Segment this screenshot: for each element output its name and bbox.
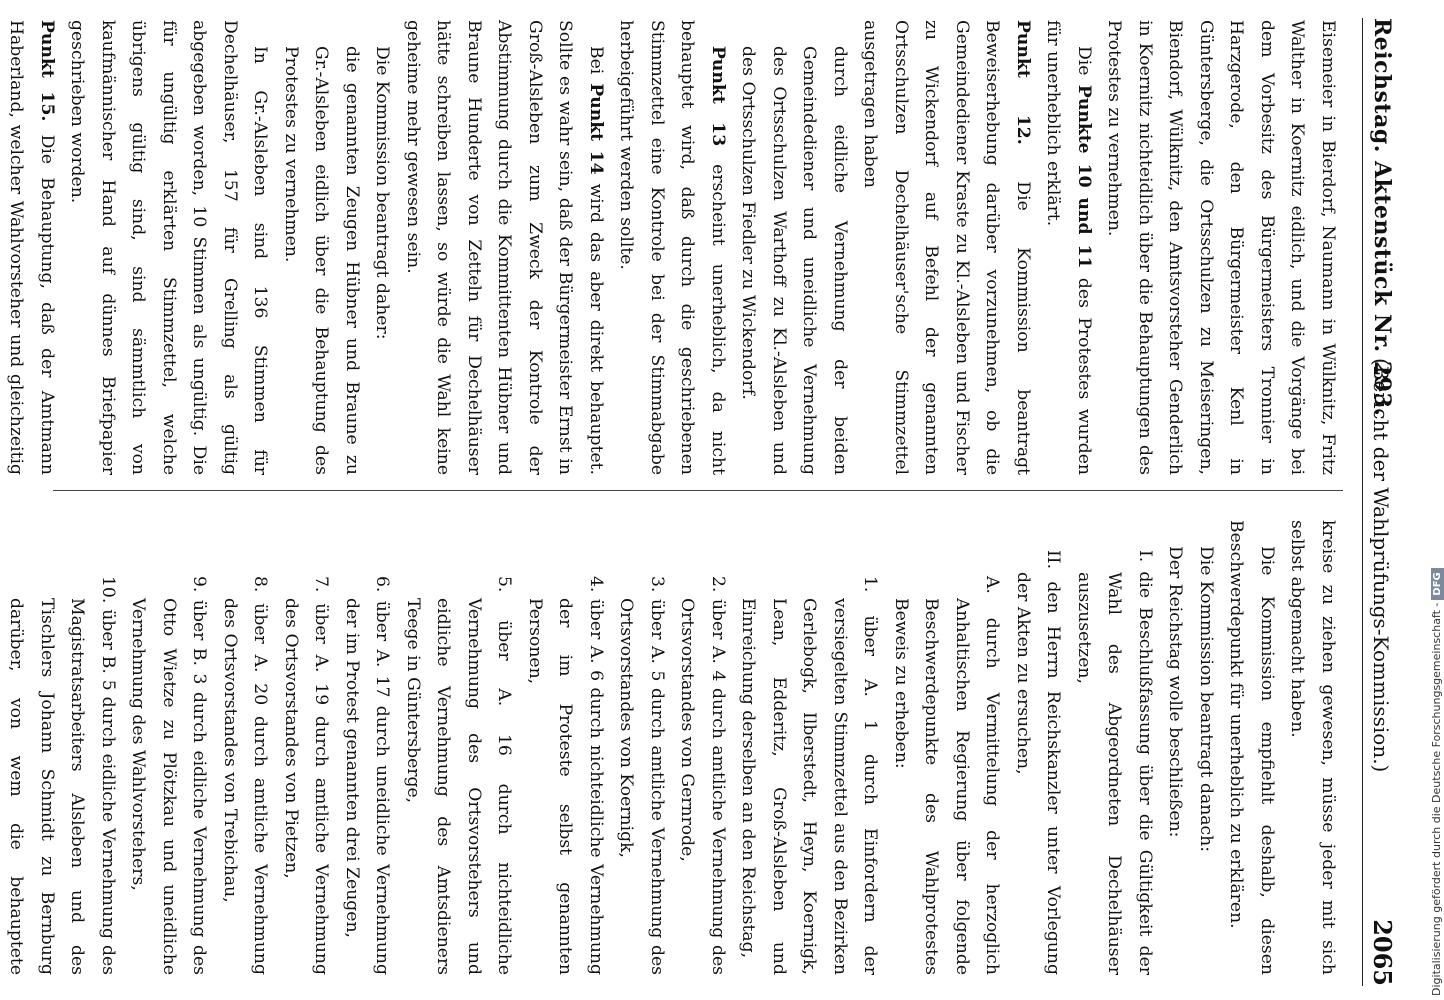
- list-item: 9. über B. 3 durch eidliche Vernehmung des Otto Wietze zu Plötzkau und uneidliche Vernehmung des Wahlvorstehers,: [128, 576, 210, 975]
- paragraph: In Gr.-Alsleben sind 136 Stimmen für Dechelhäuser, 157 für Grelling als gültig abgegeben worden, 10 Stimmen als ungültig. Die für ungültig erklärten Stimmzettel, welche übrigens gültig sind, sind sämmtlich von kaufmännischer Hand auf dünnes Briefpapier geschrieben worden.: [67, 20, 271, 475]
- list-item: 1. über A. 1 durch Einfordern der versiegelten Stimmzettel aus den Bezirken Gerlebogk, Ilberstedt, Heyn, Koernigk, Lean, Edderitz, Groß-Alsleben und Einreichung derselben an den Reichstag,: [738, 576, 881, 975]
- credit-line: [1430, 568, 1444, 996]
- paragraph: Eisemeier in Bierdorf, Naumann in Wülknitz, Fritz Walther in Koernitz eidlich, und die Vorgänge bei dem Vorbesitz des Bürgermeisters Tronnier in Harzgerode, den Bürgermeister Kenl in Güntersberge, die Ortsschulzen zu Meiseringen, Biendorf, Wülknitz, den Amtsvorsteher Genderlich in Koernitz nichteidlich über die Behauptungen des Protestes zu vernehmen.: [1104, 20, 1338, 475]
- list-item: 10. über B. 5 durch eidliche Vernehmung des Magistratsarbeiters Alsleben und des Tischlers Johann Schmidt zu Bernburg darüber, von wem die behauptete: [6, 576, 118, 975]
- header-left: Reichstag. Aktenstück Nr. 293.: [1369, 18, 1395, 417]
- paragraph: Die Kommission beantragt danach:: [1196, 546, 1216, 853]
- text-run: Die: [1074, 46, 1094, 85]
- right-column: [0, 520, 1343, 975]
- list-item: I. die Beschlußfassung über die Gültigkeit der Wahl des Abgeordneten Dechelhäuser auszusetzen,: [1074, 550, 1155, 975]
- left-column: [0, 20, 1343, 475]
- paragraph: [1038, 20, 1099, 475]
- bold-heading: Punkt 14: [586, 83, 606, 175]
- list-item: 7. über A. 19 durch amtliche Vernehmung des Ortsvorstandes von Pietzen,: [281, 576, 332, 975]
- list-item: 2. über A. 4 durch amtliche Vernehmung des Ortsvorstandes von Gernrode,: [677, 576, 728, 975]
- list-item: 5. über A. 16 durch nichteidliche Vernehmung des Ortsvorstehers und eidliche Vernehmung des Amtsdieners Teege in Güntersberge,: [403, 576, 515, 975]
- bold-heading: Punkte 10 und 11: [1074, 84, 1094, 269]
- list-item: II. den Herrn Reichskanzler unter Vorlegung der Akten zu ersuchen,: [1013, 550, 1064, 975]
- paragraph: [398, 20, 612, 475]
- paragraph: kreise zu ziehen gewesen, müsse jeder mit sich selbst abgemacht haben.: [1287, 520, 1338, 975]
- dfg-logo: DFG: [1431, 568, 1444, 599]
- list-item: 3. über A. 5 durch amtliche Vernehmung des Ortsvorstandes von Koernigk,: [616, 576, 667, 975]
- list-item: 6. über A. 17 durch uneidliche Vernehmung der im Protest genannten drei Zeugen,: [342, 576, 393, 975]
- rotated-document-page: [6, 10, 1405, 995]
- text-run: wird das aber direkt behauptet. Sollte es wahr sein, daß der Bürgermeister Ernst in Groß-Alsleben zum Zweck der Kontrole der Abstimmung durch die Kommittenten Hübner und Braune Hunderte von Zetteln für Dechelhäuser hätte schreiben lassen, so würde die Wahl keine geheime mehr gewesen sein.: [403, 20, 606, 476]
- text-run: Die Behauptung, daß der Amtmann Haberland, welcher Wahlvorsteher und gleichzeitig: [6, 20, 57, 476]
- paragraph: Die Kommission beantragt daher:: [372, 46, 393, 340]
- text-run: Bei: [586, 46, 606, 84]
- column-divider: [53, 490, 1343, 491]
- paragraph: durch eidliche Vernehmung der beiden Gemeindediener und uneidliche Vernehmung des Ortsschulzen Warthoff zu Kl.-Alsleben und des Ortsschulzen Fiedler zu Wickendorf.: [738, 46, 850, 475]
- header-title: (Bericht der Wahlprüfungs-Kommission.): [1369, 358, 1393, 773]
- list-item: 8. über A. 20 durch amtliche Vernehmung des Ortsvorstandes von Trebichau,: [220, 576, 271, 975]
- text-run: des Protestes wurden für unerheblich erklärt.: [1043, 20, 1094, 475]
- paragraph: [611, 20, 733, 475]
- page-number: 2065: [1368, 919, 1397, 986]
- bold-heading: Punkt 13: [708, 46, 728, 147]
- bold-heading: Punkt 12.: [1013, 20, 1033, 145]
- digitization-credit: [1408, 0, 1443, 1000]
- top-scan-marks: [488, 0, 708, 8]
- running-head: [1362, 18, 1397, 986]
- bold-heading: Punkt 15.: [37, 20, 57, 122]
- paragraph: Der Reichstag wolle beschließen:: [1165, 546, 1186, 838]
- list-item: 4. über A. 6 durch nichteidliche Vernehmung der im Proteste selbst genannten Personen,: [525, 576, 606, 975]
- text-run: Die Kommission beantragt Beweiserhebung darüber vorzunehmen, ob die Gemeindediener Kraste zu Kl.-Alsleben und Fischer zu Wickendorf auf Befehl der genannten Ortsschulzen Dechelhäuser'sche Stimmzettel ausgetragen haben: [860, 20, 1033, 476]
- paragraph: [855, 20, 1038, 475]
- paragraph: die genannten Zeugen Hübner und Braune zu Gr.-Alsleben eidlich über die Behauptung des Protestes zu vernehmen.: [281, 46, 362, 475]
- list-item: A. durch Vermittelung der herzoglich Anhaltischen Regierung über folgende Beschwerdepunkte des Wahlprotestes Beweis zu erheben:: [891, 576, 1003, 975]
- text-run: erscheint unerheblich, da nicht behauptet wird, daß durch die geschriebenen Stimmzettel eine Kontrole bei der Stimmabgabe herbeigeführt werden sollte.: [616, 20, 728, 475]
- paragraph: [0, 20, 62, 475]
- credit-text: Digitalisierung gefördert durch die Deutsche Forschungsgemeinschaft -: [1430, 602, 1443, 996]
- paragraph: Die Kommission empfiehlt deshalb, diesen Beschwerdepunkt für unerheblich zu erklären.: [1226, 520, 1277, 975]
